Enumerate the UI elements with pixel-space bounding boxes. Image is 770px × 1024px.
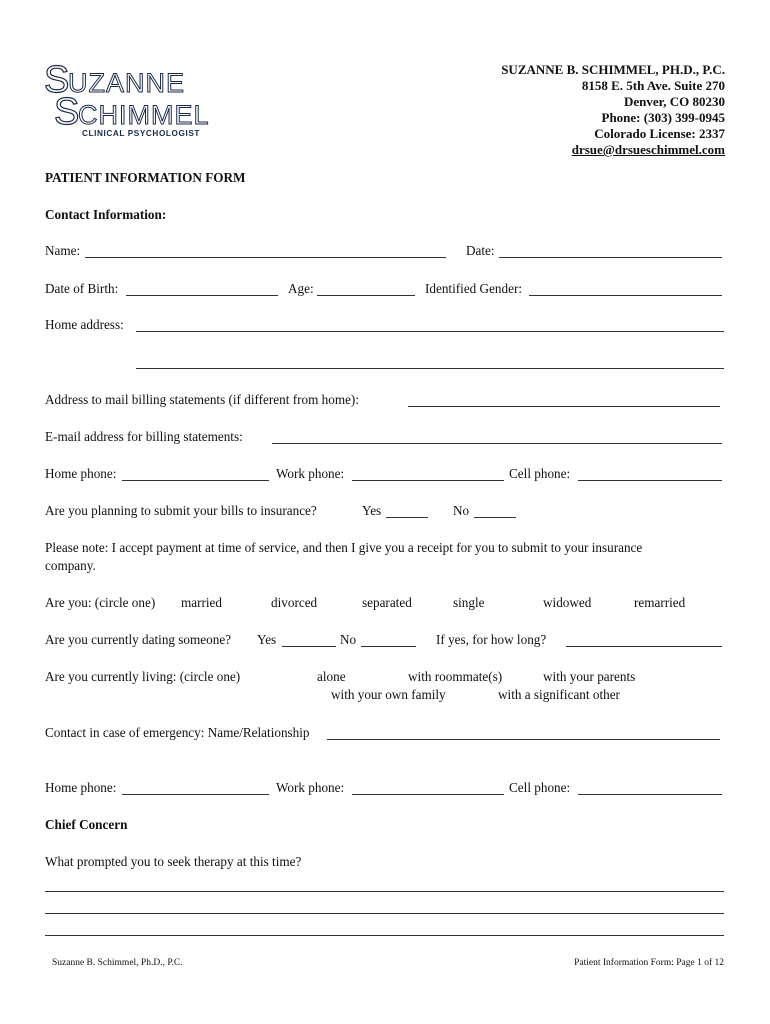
date-field[interactable] (499, 257, 722, 258)
dob-field[interactable] (126, 295, 278, 296)
living-option-parents[interactable]: with your parents (543, 669, 636, 684)
emergency-contact-label: Contact in case of emergency: Name/Relationship (45, 725, 310, 740)
practice-address-2: Denver, CO 80230 (624, 94, 725, 109)
practice-email-link[interactable]: drsue@drsueschimmel.com (571, 142, 725, 157)
dating-no-field[interactable] (361, 646, 416, 647)
marital-option-married[interactable]: married (181, 595, 223, 610)
marital-option-divorced[interactable]: divorced (271, 595, 318, 610)
therapy-question: What prompted you to seek therapy at this time? (45, 854, 302, 869)
gender-field[interactable] (529, 295, 722, 296)
contact-heading: Contact Information: (45, 207, 167, 222)
emergency-home-phone-field[interactable] (122, 794, 269, 795)
age-field[interactable] (317, 295, 415, 296)
billing-email-label: E-mail address for billing statements: (45, 429, 243, 444)
insurance-question: Are you planning to submit your bills to insurance? (45, 503, 317, 518)
living-option-alone[interactable]: alone (317, 669, 346, 684)
emergency-cell-phone-field[interactable] (578, 794, 722, 795)
dating-yes-label: Yes (257, 632, 277, 647)
dating-how-long-field[interactable] (566, 646, 722, 647)
home-address-field-2[interactable] (136, 368, 724, 369)
marital-question: Are you: (circle one) (45, 595, 156, 610)
insurance-no-field[interactable] (474, 517, 516, 518)
therapy-answer-line-2[interactable] (45, 913, 724, 914)
home-address-field-1[interactable] (136, 331, 724, 332)
practice-license: Colorado License: 2337 (594, 126, 725, 141)
billing-email-field[interactable] (272, 443, 722, 444)
name-label: Name: (45, 243, 81, 258)
insurance-yes-field[interactable] (386, 517, 428, 518)
name-field[interactable] (85, 257, 446, 258)
logo-line-1: UZANNE (68, 68, 186, 98)
dating-yes-field[interactable] (282, 646, 336, 647)
home-phone-label: Home phone: (45, 466, 117, 481)
practice-name: SUZANNE B. SCHIMMEL, PH.D., P.C. (501, 62, 725, 77)
living-option-roommates[interactable]: with roommate(s) (408, 669, 503, 684)
age-label: Age: (288, 281, 314, 296)
cell-phone-label: Cell phone: (509, 466, 571, 481)
logo-initial-2: S (54, 91, 80, 133)
emergency-contact-field[interactable] (327, 739, 720, 740)
practice-header (501, 62, 725, 158)
chief-concern-heading: Chief Concern (45, 817, 128, 832)
cell-phone-field[interactable] (578, 480, 722, 481)
form-title: PATIENT INFORMATION FORM (45, 170, 246, 185)
marital-option-separated[interactable]: separated (362, 595, 412, 610)
living-option-significant-other[interactable]: with a significant other (498, 687, 620, 702)
living-question: Are you currently living: (circle one) (45, 669, 241, 684)
footer-left: Suzanne B. Schimmel, Ph.D., P.C. (52, 958, 183, 968)
emergency-home-phone-label: Home phone: (45, 780, 117, 795)
practice-address-1: 8158 E. 5th Ave. Suite 270 (581, 78, 725, 93)
home-phone-field[interactable] (122, 480, 269, 481)
work-phone-field[interactable] (352, 480, 504, 481)
logo-line-2: CHIMMEL (78, 100, 210, 130)
insurance-yes-label: Yes (362, 503, 382, 518)
living-option-own-family[interactable]: with your own family (331, 687, 446, 702)
work-phone-label: Work phone: (276, 466, 345, 481)
dating-no-label: No (340, 632, 357, 647)
gender-label: Identified Gender: (425, 281, 523, 296)
insurance-no-label: No (453, 503, 470, 518)
marital-option-single[interactable]: single (453, 595, 485, 610)
logo-initial-1: S (44, 59, 70, 101)
home-address-label: Home address: (45, 317, 124, 332)
therapy-answer-line-3[interactable] (45, 935, 724, 936)
emergency-work-phone-field[interactable] (352, 794, 504, 795)
logo-subtitle: CLINICAL PSYCHOLOGIST (82, 129, 200, 138)
billing-address-label: Address to mail billing statements (if different from home): (45, 392, 359, 407)
billing-address-field[interactable] (408, 406, 720, 407)
date-label: Date: (466, 243, 495, 258)
practice-phone: Phone: (303) 399-0945 (601, 110, 725, 125)
dating-question: Are you currently dating someone? (45, 632, 232, 647)
footer-page-number: Patient Information Form: Page 1 of 12 (574, 958, 724, 968)
emergency-work-phone-label: Work phone: (276, 780, 345, 795)
payment-note-line-2: company. (45, 558, 96, 573)
dob-label: Date of Birth: (45, 281, 119, 296)
therapy-answer-line-1[interactable] (45, 891, 724, 892)
marital-option-remarried[interactable]: remarried (634, 595, 686, 610)
marital-option-widowed[interactable]: widowed (543, 595, 592, 610)
emergency-cell-phone-label: Cell phone: (509, 780, 571, 795)
practice-logo (44, 58, 214, 140)
dating-how-long-label: If yes, for how long? (436, 632, 547, 647)
payment-note-line-1: Please note: I accept payment at time of service, and then I give you a receipt for you to submit to your insurance (45, 540, 643, 555)
